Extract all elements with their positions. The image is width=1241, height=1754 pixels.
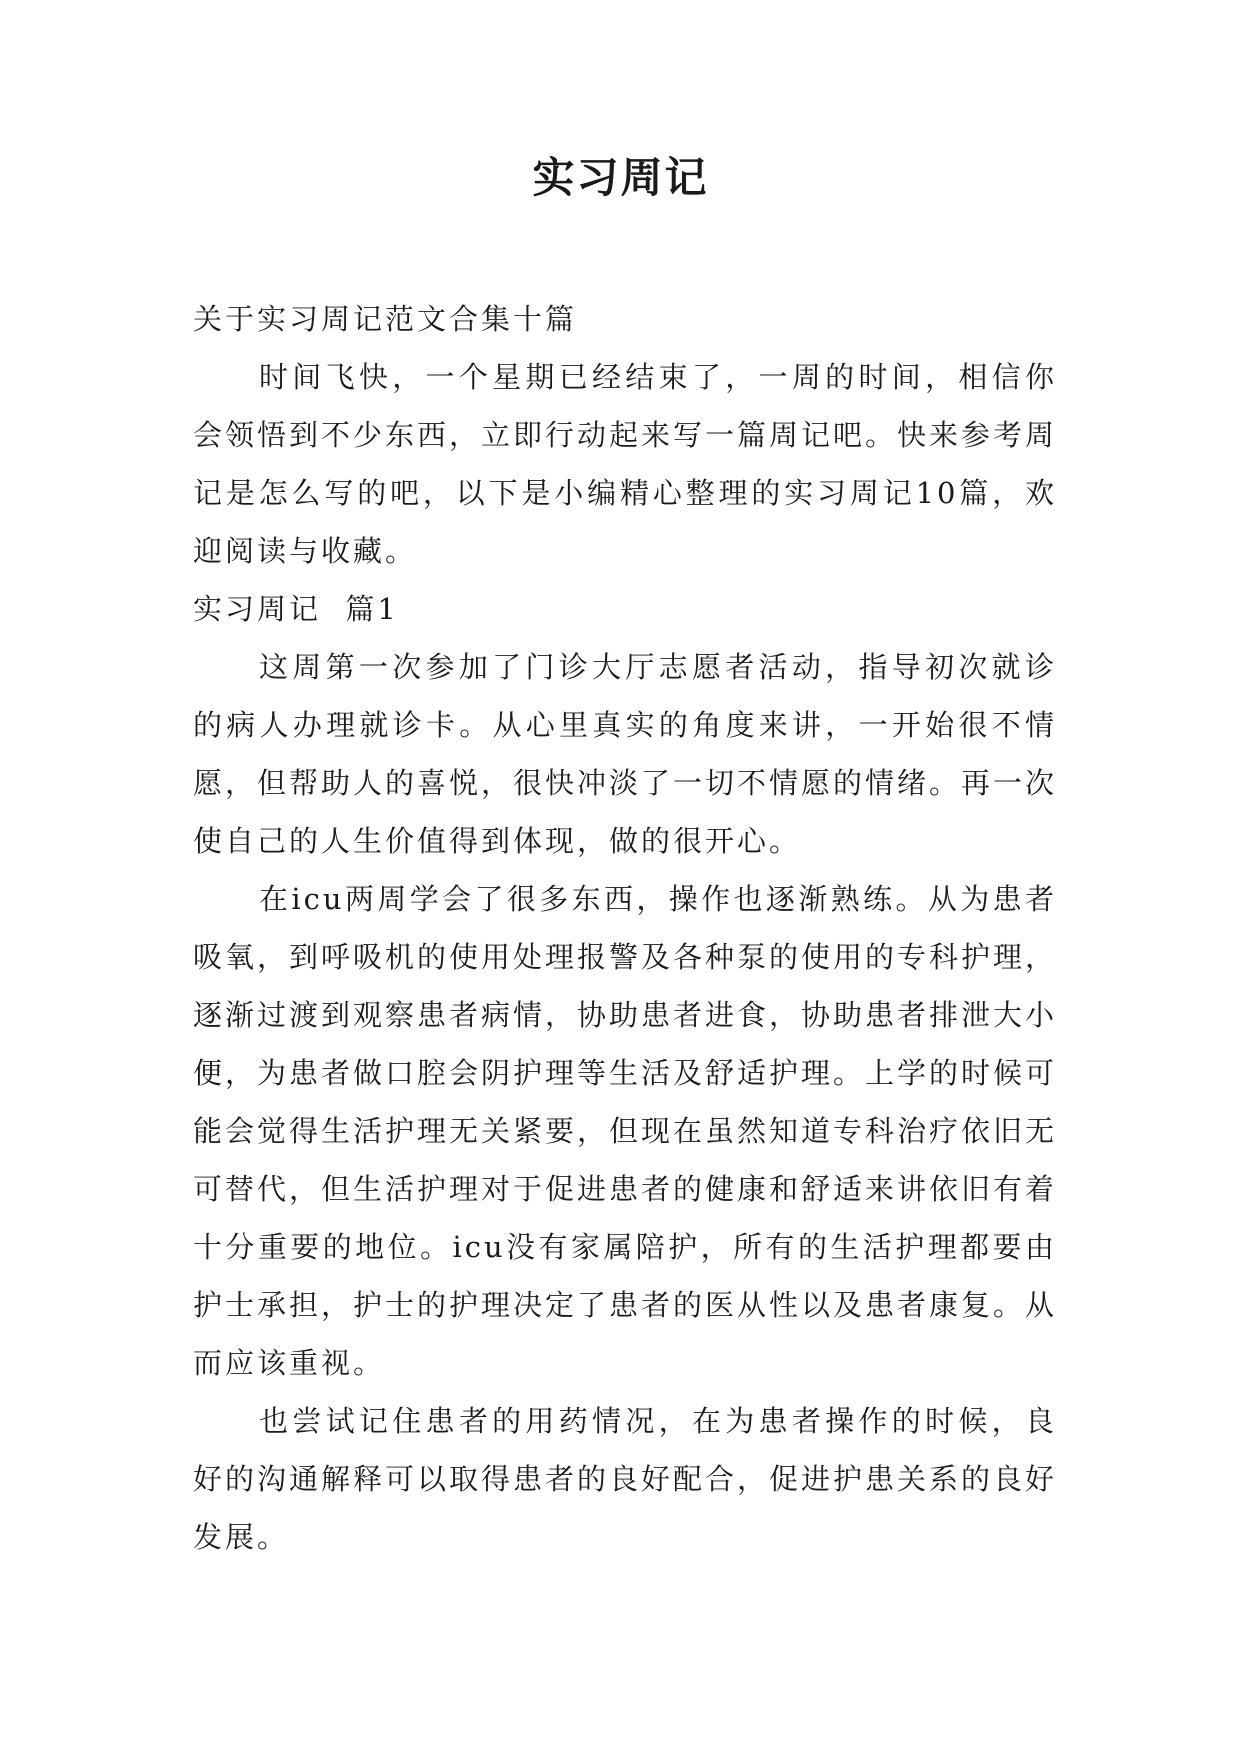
document-body (193, 290, 1057, 1566)
body-paragraph-3: 也尝试记住患者的用药情况，在为患者操作的时候，良好的沟通解释可以取得患者的良好配合，促进护患关系的良好发展。 (193, 1404, 1058, 1554)
section-heading: 实习周记 篇1 (193, 592, 399, 626)
intro-paragraph: 时间飞快，一个星期已经结束了，一周的时间，相信你会领悟到不少东西，立即行动起来写一篇周记吧。快来参考周记是怎么写的吧，以下是小编精心整理的实习周记10篇，欢迎阅读与收藏。 (193, 360, 1058, 568)
body-paragraph-2: 在icu两周学会了很多东西，操作也逐渐熟练。从为患者吸氧，到呼吸机的使用处理报警及各种泵的使用的专科护理，逐渐过渡到观察患者病情，协助患者进食，协助患者排泄大小便，为患者做口腔会阴护理等生活及舒适护理。上学的时候可能会觉得生活护理无关紧要，但现在虽然知道专科治疗依旧无可替代，但生活护理对于促进患者的健康和舒适来讲依旧有着十分重要的地位。icu没有家属陪护，所有的生活护理都要由护士承担，护士的护理决定了患者的医从性以及患者康复。从而应该重视。 (193, 882, 1058, 1380)
document-subtitle: 关于实习周记范文合集十篇 (193, 302, 578, 336)
body-paragraph-1: 这周第一次参加了门诊大厅志愿者活动，指导初次就诊的病人办理就诊卡。从心里真实的角度来讲，一开始很不情愿，但帮助人的喜悦，很快冲淡了一切不情愿的情绪。再一次使自己的人生价值得到体现，做的很开心。 (193, 650, 1058, 858)
document-title: 实习周记 (532, 153, 709, 202)
